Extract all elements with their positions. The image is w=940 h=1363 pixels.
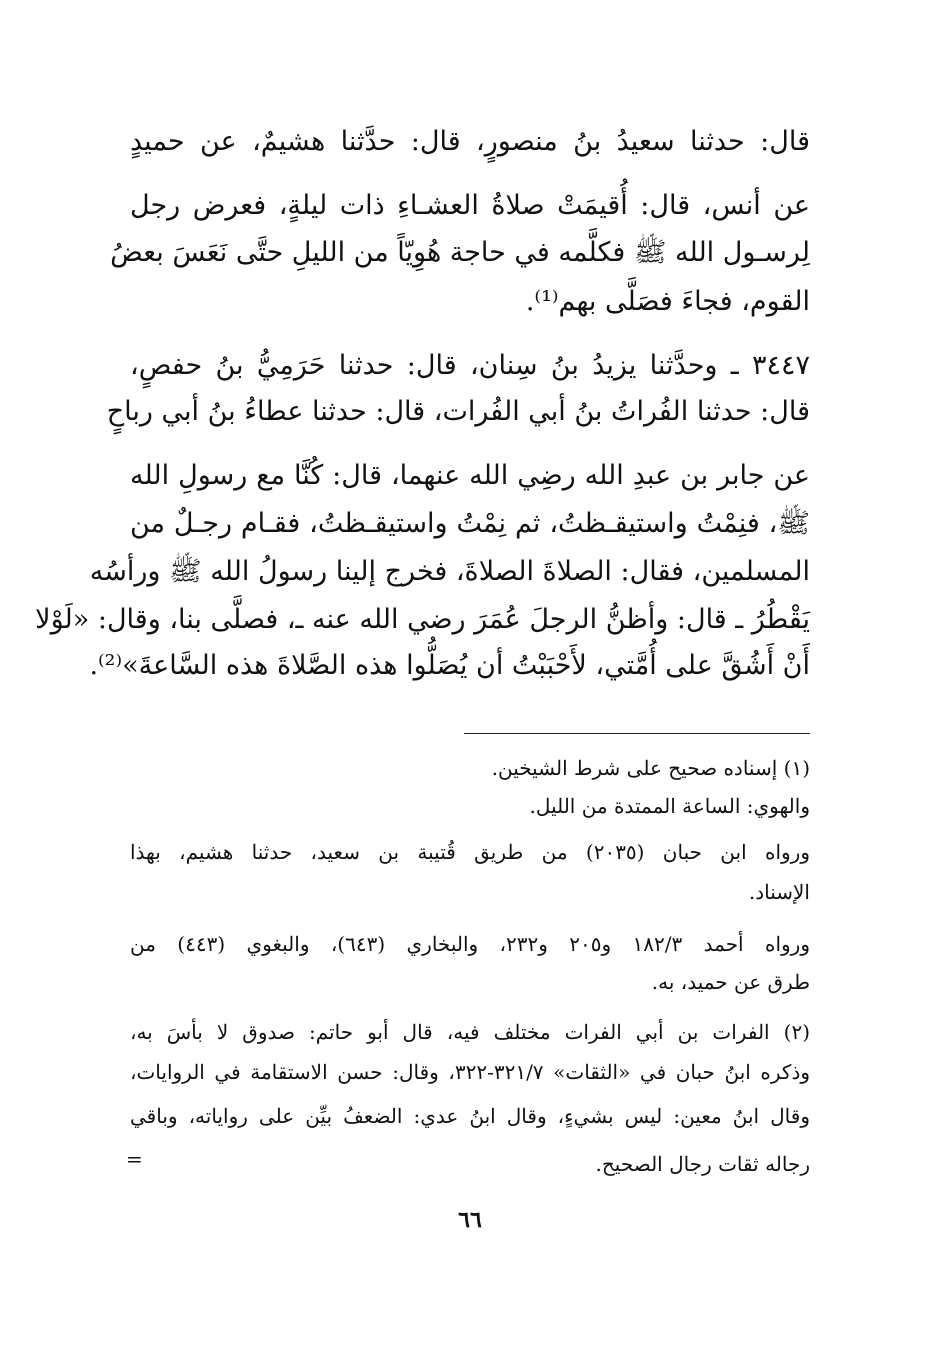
footnote-1-line-5: ورواه أحمد ١٨٢/٣ و٢٠٥ و٢٣٢، والبخاري (٦٤٣)، والبغوي (٤٤٣) من xyxy=(130,932,810,956)
main-text-line-8: ﷺ، فنِمْتُ واستيقـظتُ، ثم نِمْتُ واستيقـظتُ، فقـام رجـلٌ من xyxy=(130,508,810,539)
main-text-line-3: لِرسـول الله ﷺ فكلَّمه في حاجة هُوِيّاً من الليلِ حتَّى نَعَسَ بعضُ xyxy=(110,237,810,268)
footnote-1-line-4: الإسناد. xyxy=(748,880,810,904)
footnote-1-line-3: ورواه ابن حبان (٢٠٣٥) من طريق قُتيبة بن سعيد، حدثنا هشيم، بهذا xyxy=(130,840,810,864)
main-text-line-10: يَقْطُرُ ـ قال: وأظنُّ الرجلَ عُمَرَ رضي الله عنه ـ، فصلَّى بنا، وقال: «لَوْلا xyxy=(35,604,810,635)
footnote-2-line-3: وقال ابنُ معين: ليس بشيءٍ، وقال ابنُ عدي: الضعفُ بيِّن على رواياته، وباقي xyxy=(130,1104,810,1128)
main-text-line-11: أَنْ أَشُقَّ على أُمَّتي، لأَحْبَبْتُ أن يُصَلُّوا هذه الصَّلاةَ هذه السَّاعةَ»⁽²⁾. xyxy=(89,650,810,681)
footnote-2-line-2: وذكره ابنُ حبان في «الثقات» ٣٢١/٧-٣٢٢، وقال: حسن الاستقامة في الروايات، xyxy=(130,1060,811,1084)
footnote-divider xyxy=(464,733,810,734)
main-text-line-1: قال: حدثنا سعيدُ بنُ منصورٍ، قال: حدَّثنا هشيمٌ، عن حميدٍ xyxy=(130,126,810,157)
main-text-line-4: القوم، فجاءَ فصَلَّى بهم⁽¹⁾. xyxy=(525,286,810,317)
main-text-line-2: عن أنس، قال: أُقيمَتْ صلاةُ العشـاءِ ذات ليلةٍ، فعرض رجل xyxy=(130,190,810,221)
page-number: ٦٦ xyxy=(458,1207,482,1233)
continuation-mark: = xyxy=(126,1147,143,1171)
hadith-heading-line-1: ٣٤٤٧ ـ وحدَّثنا يزيدُ بنُ سِنان، قال: حدثنا حَرَمِيُّ بنُ حفصٍ، xyxy=(130,350,811,381)
footnote-1-line-1: (١) إسناده صحيح على شرط الشيخين. xyxy=(491,756,810,780)
hadith-heading-line-2: قال: حدثنا الفُراتُ بنُ أبي الفُرات، قال: حدثنا عطاءُ بنُ أبي رباحٍ xyxy=(106,396,810,427)
main-text-line-7: عن جابر بن عبدِ الله رضِي الله عنهما، قال: كُنَّا مع رسولِ الله xyxy=(130,460,810,491)
footnote-2-line-4: رجاله ثقات رجال الصحيح. xyxy=(595,1152,810,1176)
footnote-1-line-6: طرق عن حميد، به. xyxy=(651,970,810,994)
footnote-2-line-1: (٢) الفرات بن أبي الفرات مختلف فيه، قال أبو حاتم: صدوق لا بأسَ به، xyxy=(130,1020,810,1044)
main-text-line-9: المسلمين، فقال: الصلاةَ الصلاةَ، فخرج إلينا رسولُ الله ﷺ ورأسُه xyxy=(89,556,810,587)
footnote-1-line-2: والهوي: الساعة الممتدة من الليل. xyxy=(529,794,810,818)
